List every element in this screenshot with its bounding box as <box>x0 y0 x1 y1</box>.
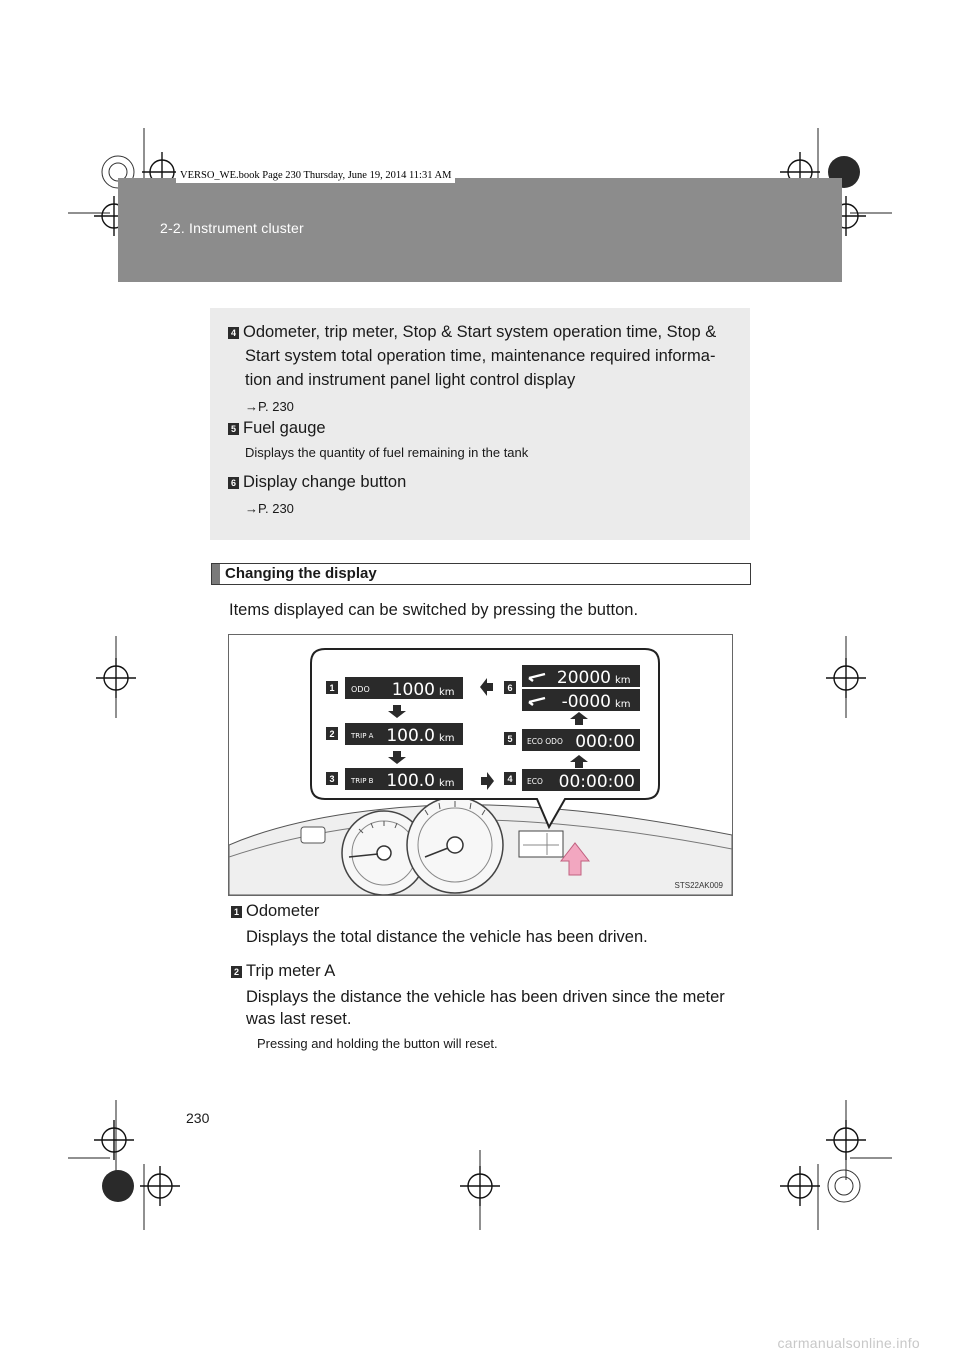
lcd-unit: km <box>439 778 455 789</box>
info-item-5 <box>228 416 748 462</box>
description-text: Displays the distance the vehicle has been driven since the meter <box>246 988 725 1006</box>
display-number: 2 <box>329 729 335 739</box>
item-title-line: Start system total operation time, maintenance required informa- <box>245 347 716 365</box>
display-number: 4 <box>507 774 513 784</box>
lcd-unit: km <box>439 687 455 698</box>
section-title: 2-2. Instrument cluster <box>160 220 304 236</box>
figure-code: STS22AK009 <box>674 881 723 890</box>
item-title-line: Display change button <box>243 473 407 491</box>
description-text: was last reset. <box>246 1010 352 1028</box>
display-row-5 <box>504 729 640 752</box>
display-row-2 <box>326 723 463 746</box>
item-number-badge: 4 <box>228 327 239 339</box>
description-title: Trip meter A <box>246 962 336 980</box>
display-row-1 <box>326 677 463 700</box>
lcd-label: TRIP B <box>351 777 374 785</box>
lcd-label: ECO <box>527 777 543 786</box>
lcd-value: 00:00:00 <box>558 772 635 792</box>
display-illustration <box>228 634 733 896</box>
section-heading <box>211 563 751 585</box>
info-box <box>210 308 750 540</box>
watermark <box>0 1335 960 1351</box>
lcd-value: -0000 <box>561 692 611 712</box>
item-number-badge: 2 <box>231 966 242 978</box>
item-number-badge: 6 <box>228 477 239 489</box>
lcd-label: TRIP A <box>351 732 374 740</box>
description-text: Displays the total distance the vehicle has been driven. <box>246 928 648 946</box>
lcd-unit: km <box>615 675 631 686</box>
lcd-unit: km <box>615 699 631 710</box>
lcd-label: ECO ODO <box>527 737 563 746</box>
book-info: VERSO_WE.book Page 230 Thursday, June 19, 2014 11:31 AM <box>176 168 455 183</box>
section-heading-text: Changing the display <box>225 565 377 582</box>
page-reference-link[interactable]: →P. 230 <box>245 501 294 516</box>
description-note: Pressing and holding the button will reset. <box>257 1036 498 1051</box>
intro-text: Items displayed can be switched by pressing the button. <box>229 601 639 619</box>
lcd-value: 100.0 <box>386 726 435 746</box>
info-item-4 <box>228 320 748 416</box>
info-item-6 <box>228 470 748 518</box>
description-1 <box>231 900 771 948</box>
display-number: 6 <box>507 683 513 693</box>
item-title-line: Fuel gauge <box>243 419 326 437</box>
display-row-4 <box>504 769 640 792</box>
lcd-value: 000:00 <box>575 732 635 752</box>
display-number: 1 <box>329 683 335 693</box>
display-number: 3 <box>329 774 335 784</box>
lcd-label: ODO <box>351 685 370 694</box>
lcd-unit: km <box>439 733 455 744</box>
page-number: 230 <box>186 1110 210 1126</box>
display-number: 5 <box>507 734 513 744</box>
item-number-badge: 1 <box>231 906 242 918</box>
watermark-text: carmanualsonline.info <box>777 1335 920 1351</box>
page-reference-link[interactable]: →P. 230 <box>245 399 294 414</box>
item-number-badge: 5 <box>228 423 239 435</box>
item-title-line: Odometer, trip meter, Stop & Start system operation time, Stop & <box>243 323 717 341</box>
description-2 <box>231 960 771 1051</box>
lcd-value: 20000 <box>556 668 611 688</box>
item-title-line: tion and instrument panel light control display <box>245 371 576 389</box>
description-title: Odometer <box>246 902 320 920</box>
lcd-value: 1000 <box>391 680 435 700</box>
lcd-value: 100.0 <box>386 771 435 791</box>
display-row-3 <box>326 768 463 791</box>
item-description: Displays the quantity of fuel remaining in the tank <box>245 445 529 460</box>
